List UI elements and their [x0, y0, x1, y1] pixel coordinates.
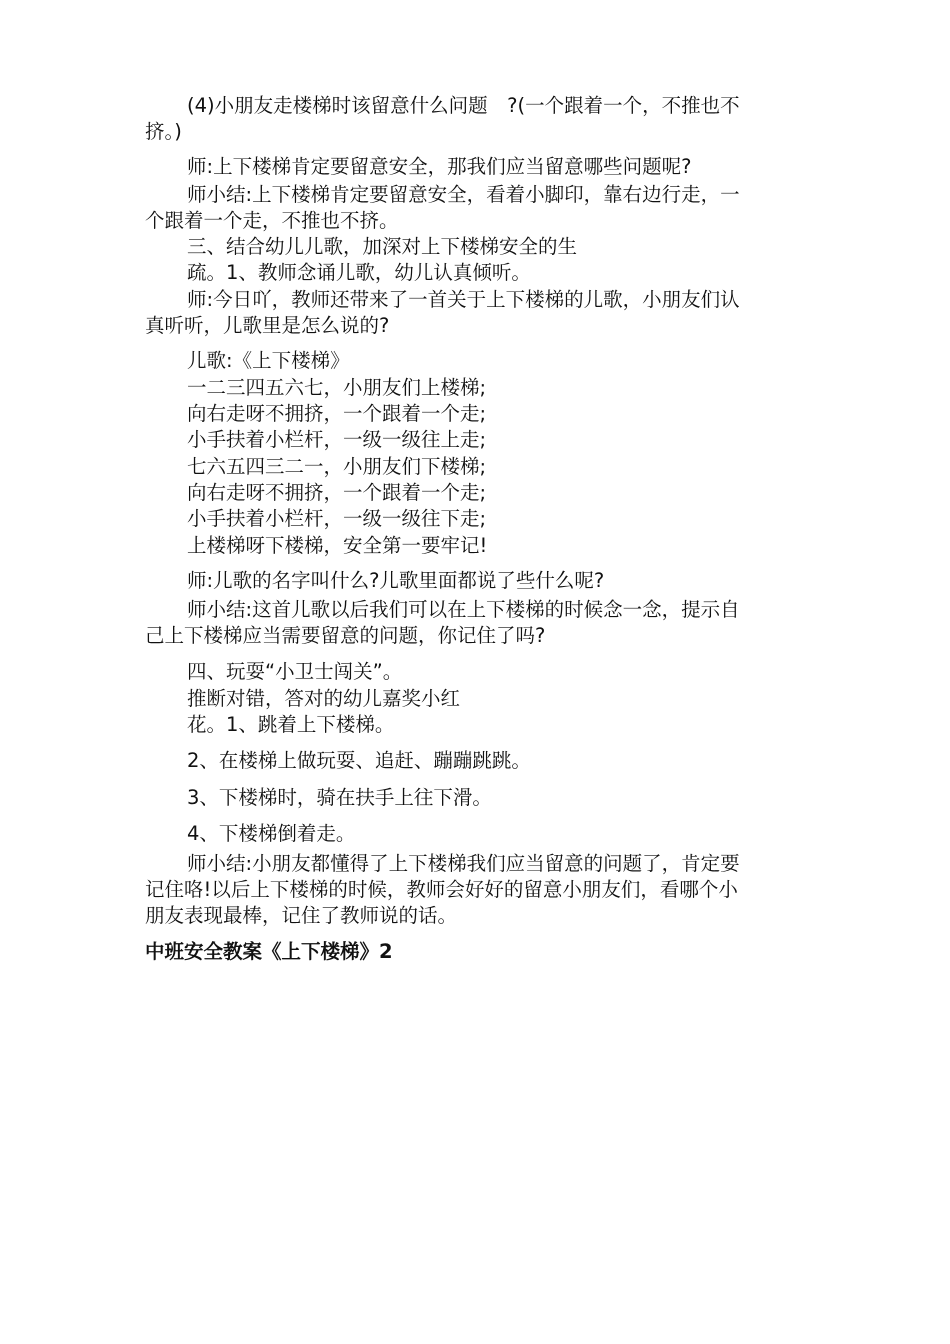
poem-line: 小手扶着小栏杆，一级一级往上走;	[187, 428, 487, 451]
poem-line: 一二三四五六七，小朋友们上楼梯;	[187, 376, 487, 399]
paragraph-line: 记住咯!以后上下楼梯的时候，教师会好好的留意小朋友们，看哪个小	[145, 878, 738, 901]
paragraph-line: 己上下楼梯应当需要留意的问题，你记住了吗?	[145, 624, 546, 647]
poem-line: 向右走呀不拥挤，一个跟着一个走;	[187, 402, 487, 425]
paragraph-line: 师小结:小朋友都懂得了上下楼梯我们应当留意的问题了，肯定要	[187, 852, 740, 875]
list-item: 2、在楼梯上做玩耍、追赶、蹦蹦跳跳。	[187, 749, 531, 772]
paragraph-line: 真听听，儿歌里是怎么说的?	[145, 314, 390, 337]
poem-line: 上楼梯呀下楼梯，安全第一要牢记!	[187, 534, 488, 557]
paragraph-line: 师小结:上下楼梯肯定要留意安全，看着小脚印，靠右边行走，一	[187, 183, 740, 206]
section-heading-line: 四、玩耍“小卫士闯关”。	[187, 660, 403, 683]
paragraph-line: 个跟着一个走，不推也不挤。	[145, 209, 399, 232]
paragraph-line: 师小结:这首儿歌以后我们可以在上下楼梯的时候念一念，提示自	[187, 598, 740, 621]
list-item: 花。1、跳着上下楼梯。	[187, 713, 395, 736]
section-heading-line: 三、结合幼儿儿歌，加深对上下楼梯安全的生	[187, 235, 578, 258]
paragraph-line: 师:儿歌的名字叫什么?儿歌里面都说了些什么呢?	[187, 569, 605, 592]
paragraph-line: 朋友表现最棒，记住了教师说的话。	[145, 904, 458, 927]
paragraph-line: 疏。1、教师念诵儿歌，幼儿认真倾听。	[187, 261, 531, 284]
list-item: 3、下楼梯时，骑在扶手上往下滑。	[187, 786, 492, 809]
paragraph-line: 师:上下楼梯肯定要留意安全，那我们应当留意哪些问题呢?	[187, 155, 692, 178]
list-item: 4、下楼梯倒着走。	[187, 822, 356, 845]
section-title: 中班安全教案《上下楼梯》2	[145, 940, 393, 963]
paragraph-line: (4)小朋友走楼梯时该留意什么问题 ?(一个跟着一个，不推也不	[187, 94, 740, 117]
poem-line: 向右走呀不拥挤，一个跟着一个走;	[187, 481, 487, 504]
poem-title: 儿歌:《上下楼梯》	[187, 349, 350, 372]
paragraph-line: 师:今日吖，教师还带来了一首关于上下楼梯的儿歌，小朋友们认	[187, 288, 740, 311]
paragraph-line: 挤。)	[145, 120, 182, 143]
paragraph-line: 推断对错，答对的幼儿嘉奖小红	[187, 687, 461, 710]
poem-line: 小手扶着小栏杆，一级一级往下走;	[187, 507, 487, 530]
poem-line: 七六五四三二一，小朋友们下楼梯;	[187, 455, 487, 478]
